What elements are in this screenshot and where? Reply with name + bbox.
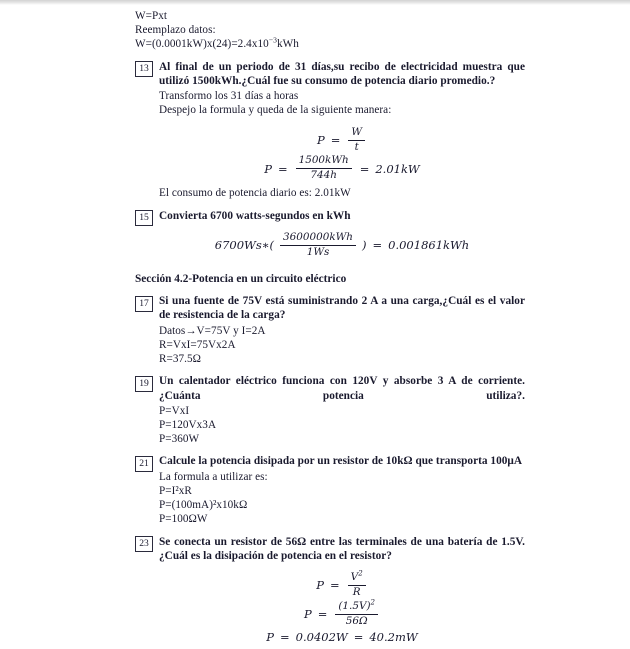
exercise-13 bbox=[135, 60, 525, 201]
exercise-21-work-line-3: P=(100mA)²x10kΩ bbox=[158, 499, 248, 512]
formula-equals-23b: = bbox=[317, 607, 328, 622]
formula-result-00402w: 0.0402W bbox=[295, 630, 348, 644]
intro-exponent: −3 bbox=[268, 35, 277, 45]
exercise-19-prompt: Un calentador eléctrico funciona con 120V y absorbe 3 A de corriente.¿Cuánta potencia utiliza?. bbox=[158, 375, 525, 402]
exercise-23 bbox=[135, 535, 525, 649]
exercise-15-body bbox=[159, 209, 525, 263]
exercise-21-work bbox=[159, 470, 525, 527]
exercise-13-prompt: Al final de un periodo de 31 días,su recibo de electricidad muestra que utilizó 1500kWh.¿Cuál fue su consumo de potencia diario promedio.? bbox=[158, 60, 525, 87]
exercise-13-formula-row-2 bbox=[159, 155, 525, 182]
formula-equals: = bbox=[330, 132, 341, 147]
formula-equals-23c: = bbox=[280, 630, 290, 644]
formula-p-symbol-23b: P bbox=[303, 607, 312, 622]
formula-fraction-values-23 bbox=[335, 597, 378, 628]
formula-equals-3: = bbox=[359, 161, 370, 176]
formula-fraction-values bbox=[296, 155, 352, 182]
exercise-21-work-line-1: La formula a utilizar es: bbox=[158, 470, 268, 483]
formula-result-0001861kwh: 0.001861kWh bbox=[388, 238, 470, 253]
exercise-17-work bbox=[159, 324, 525, 367]
exercise-17-body bbox=[159, 294, 525, 366]
intro-line-3-text: W=(0.0001kW)x(24)=2.4x10 bbox=[135, 38, 269, 51]
exercise-19-work bbox=[159, 404, 525, 447]
formula-p-symbol: P bbox=[316, 132, 325, 147]
formula-15v-exponent: 2 bbox=[370, 597, 375, 607]
formula-equals-15: = bbox=[372, 238, 383, 253]
exercise-13-work-line-1: Transformo los 31 días a horas bbox=[158, 90, 299, 103]
formula-equals-2: = bbox=[277, 161, 288, 176]
exercise-21-body bbox=[159, 454, 525, 526]
exercise-number-15: 15 bbox=[135, 210, 153, 226]
formula-result-201kw: 2.01kW bbox=[375, 161, 420, 176]
formula-numerator-1500kwh: 1500kWh bbox=[296, 155, 352, 169]
exercise-number-23: 23 bbox=[135, 536, 153, 552]
exercise-17-work-line-1: Datos→V=75V y I=2A bbox=[158, 324, 266, 337]
formula-equals-23: = bbox=[330, 578, 340, 593]
intro-block bbox=[135, 9, 525, 52]
formula-fraction-v2-r bbox=[348, 568, 366, 599]
exercise-23-formula-row-1 bbox=[159, 568, 525, 599]
formula-denominator-744h: 744h bbox=[310, 169, 337, 182]
document-page bbox=[0, 5, 630, 644]
formula-close-paren: ) bbox=[362, 238, 367, 253]
exercise-23-formula-row-2 bbox=[159, 597, 525, 628]
exercise-13-work-line-2: Despejo la formula y queda de la siguiente manera: bbox=[158, 104, 392, 117]
exercise-number-21: 21 bbox=[135, 456, 153, 472]
exercise-15-prompt: Convierta 6700 watts-segundos en kWh bbox=[158, 209, 351, 222]
exercise-21-prompt: Calcule la potencia disipada por un resistor de 10kΩ que transporta 100μA bbox=[158, 455, 523, 468]
exercise-number-17: 17 bbox=[135, 296, 153, 312]
exercise-15 bbox=[135, 209, 525, 263]
exercise-23-formula-row-3 bbox=[159, 630, 525, 645]
exercise-17-prompt: Si una fuente de 75V está suministrando 2 A a una carga,¿Cuál es el valor de resistencia de la carga? bbox=[158, 295, 525, 322]
exercise-17-work-line-2: R=VxI=75Vx2A bbox=[158, 338, 236, 351]
formula-equals-23d: = bbox=[353, 630, 364, 644]
exercise-19-work-line-3: P=360W bbox=[158, 433, 200, 446]
formula-p-symbol-23c: P bbox=[266, 630, 275, 644]
document-content bbox=[135, 9, 525, 649]
formula-lead-6700ws: 6700Ws∗( bbox=[214, 238, 275, 253]
exercise-23-body bbox=[159, 535, 525, 649]
formula-numerator-v-squared bbox=[348, 568, 366, 586]
exercise-19 bbox=[135, 374, 525, 446]
formula-fraction-w-t bbox=[348, 127, 365, 154]
exercise-number-19: 19 bbox=[135, 376, 153, 392]
exercise-13-closing: El consumo de potencia diario es: 2.01kW bbox=[158, 187, 351, 200]
exercise-13-body bbox=[159, 60, 525, 201]
formula-15v-value: (1.5V) bbox=[338, 600, 371, 613]
formula-numerator-w: W bbox=[348, 127, 365, 141]
exercise-17 bbox=[135, 294, 525, 366]
intro-line-3-tail: kWh bbox=[276, 38, 299, 51]
formula-numerator-15v-squared bbox=[335, 597, 378, 615]
exercise-23-prompt: Se conecta un resistor de 56Ω entre las terminales de una batería de 1.5V.¿Cuál es la disipación de potencia en el resistor? bbox=[158, 535, 525, 562]
formula-denominator-1ws: 1Ws bbox=[306, 245, 330, 258]
formula-fraction-conversion bbox=[280, 232, 356, 259]
exercise-19-body bbox=[159, 374, 525, 446]
exercise-21-work-line-4: P=100ΩW bbox=[158, 513, 208, 526]
formula-denominator-r: R bbox=[352, 586, 361, 599]
exercise-23-formula bbox=[159, 568, 525, 644]
exercise-13-formula bbox=[159, 127, 525, 183]
exercise-13-formula-row-1 bbox=[159, 127, 525, 154]
exercise-15-formula bbox=[159, 232, 525, 259]
formula-denominator-t: t bbox=[354, 140, 359, 153]
formula-denominator-56ohm: 56Ω bbox=[345, 615, 368, 628]
exercise-17-work-line-3: R=37.5Ω bbox=[158, 353, 201, 366]
intro-line-1: W=Pxt bbox=[135, 10, 168, 22]
exercise-21 bbox=[135, 454, 525, 526]
formula-p-symbol-23: P bbox=[316, 578, 325, 593]
exercise-15-formula-row bbox=[159, 232, 525, 259]
exercise-13-work bbox=[159, 89, 525, 117]
section-heading: Sección 4.2-Potencia en un circuito eléctrico bbox=[135, 272, 347, 285]
formula-v-symbol: V bbox=[350, 571, 359, 584]
formula-numerator-3600000kwh: 3600000kWh bbox=[280, 232, 356, 246]
intro-line-2: Reemplazo datos: bbox=[135, 24, 216, 37]
exercise-19-work-line-2: P=120Vx3A bbox=[158, 419, 217, 432]
exercise-21-work-line-2: P=I²xR bbox=[158, 484, 192, 497]
formula-result-402mw: 40.2mW bbox=[369, 630, 418, 644]
formula-v-exponent: 2 bbox=[358, 568, 363, 578]
exercise-number-13: 13 bbox=[135, 61, 153, 77]
formula-p-symbol-2: P bbox=[264, 161, 272, 176]
intro-line-3 bbox=[135, 37, 525, 51]
exercise-19-work-line-1: P=VxI bbox=[158, 404, 190, 417]
